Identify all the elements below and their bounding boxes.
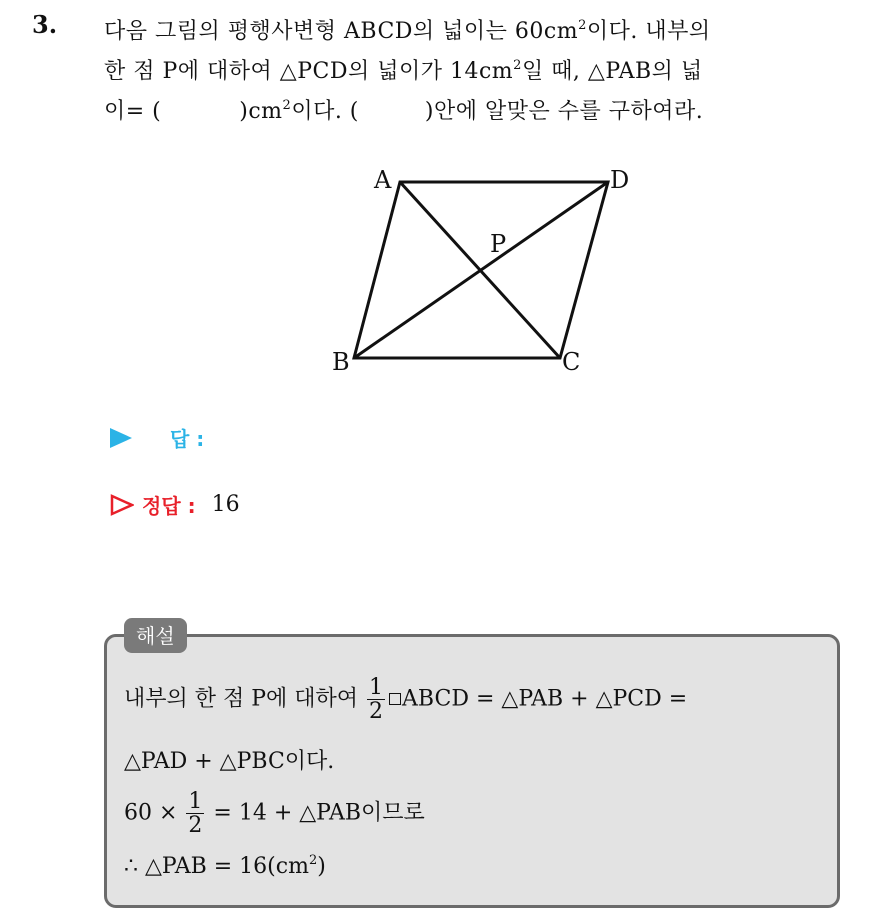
correct-answer-row: [110, 490, 240, 519]
label-a: A: [374, 166, 392, 194]
question-text: 이다. (: [291, 99, 359, 124]
explanation-text: ∴ △PAB = 16(cm: [124, 854, 309, 879]
fraction-denominator: 2: [188, 813, 203, 839]
question-line-3: [104, 94, 703, 125]
parallelogram-figure: [330, 160, 650, 380]
correct-answer-label: 정답 :: [142, 494, 196, 518]
fraction-numerator: 1: [188, 789, 203, 814]
label-p: P: [490, 230, 507, 258]
label-c: C: [562, 348, 581, 376]
explanation-text: 60 ×: [124, 800, 178, 826]
explanation-tag: 해설: [124, 618, 187, 653]
question-line-1: [104, 14, 711, 45]
question-text: 이다. 내부의: [586, 19, 711, 44]
question-text: 한 점 P에 대하여 △PCD의 넓이가 14cm: [104, 59, 514, 84]
correct-answer-value: 16: [211, 492, 240, 517]
outline-arrow-icon: [110, 494, 134, 516]
question-text: 다음 그림의 평행사변형 ABCD의 넓이는 60cm: [104, 19, 579, 44]
explanation-line-1: [124, 676, 687, 723]
play-arrow-icon: [110, 428, 132, 448]
question-text: )안에 알맞은 수를 구하여라.: [424, 99, 704, 124]
question-text: 이= (: [104, 99, 162, 124]
answer-row: [110, 423, 204, 452]
fraction-denominator: 2: [369, 699, 384, 725]
question-text: )cm: [239, 99, 283, 124]
question-text: 일 때, △PAB의 넓: [521, 59, 703, 84]
answer-label: 답 :: [170, 427, 205, 451]
superscript: 2: [282, 98, 292, 113]
superscript: 2: [308, 853, 318, 868]
question-number: 3.: [32, 10, 58, 39]
explanation-text: = 14 + △PAB이므로: [213, 800, 425, 826]
explanation-line-3: [124, 790, 425, 837]
explanation-text: ABCD = △PAB + △PCD =: [402, 686, 688, 712]
fraction-half: [186, 790, 204, 837]
fraction-numerator: 1: [369, 675, 384, 700]
question-line-2: [104, 54, 703, 85]
superscript: 2: [578, 18, 587, 33]
label-b: B: [332, 348, 350, 376]
explanation-line-4: [124, 854, 326, 879]
superscript: 2: [513, 58, 522, 73]
explanation-text: ): [317, 854, 326, 879]
fraction-half: [367, 676, 385, 723]
parallelogram-symbol-icon: [389, 693, 401, 705]
label-d: D: [610, 166, 630, 194]
explanation-line-2: △PAD + △PBC이다.: [124, 749, 335, 774]
explanation-text: 내부의 한 점 P에 대하여: [124, 686, 359, 712]
